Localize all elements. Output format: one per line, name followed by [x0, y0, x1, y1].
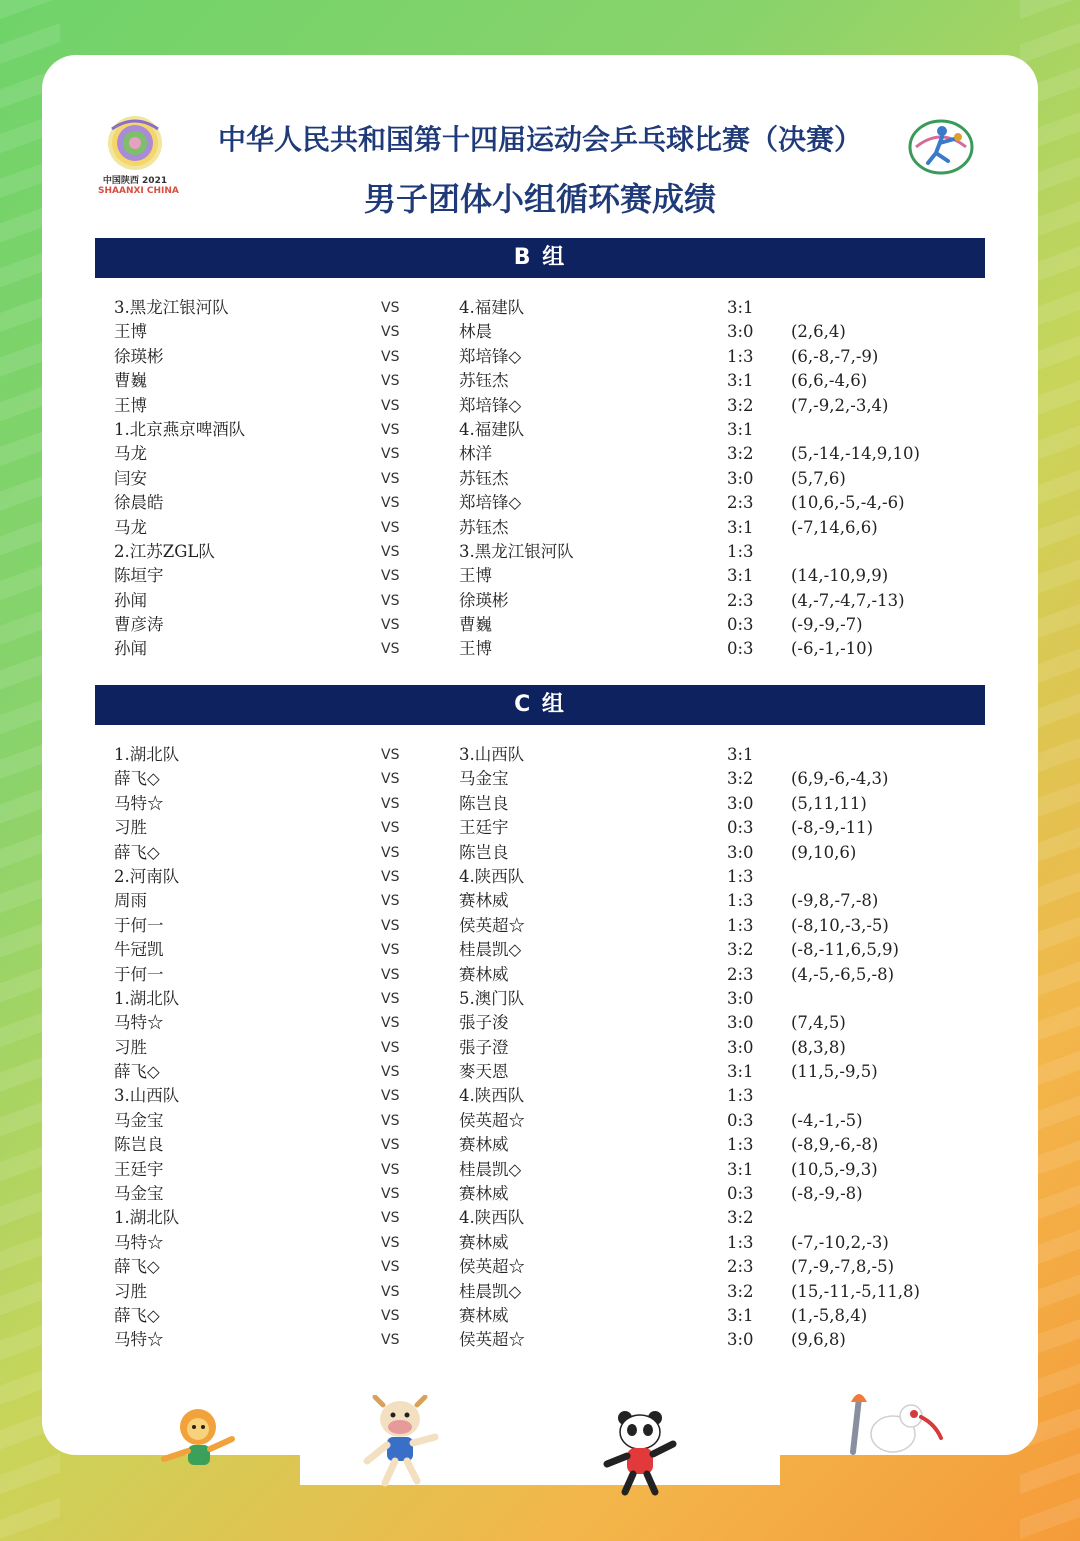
- result-row: [0, 1084, 1080, 1108]
- left-player: 薛飞◇: [114, 1257, 160, 1277]
- emblem-icon: [98, 115, 172, 173]
- result-row: [0, 1109, 1080, 1133]
- left-player: 薛飞◇: [114, 769, 160, 789]
- vs-label: VS: [381, 1112, 400, 1129]
- vs-label: VS: [381, 543, 400, 560]
- game-scores: (-8,-9,-8): [791, 1184, 863, 1204]
- vs-label: VS: [381, 1210, 400, 1227]
- result-row: [0, 1060, 1080, 1084]
- result-row: [0, 589, 1080, 613]
- result-row: [0, 743, 1080, 767]
- left-player: 徐晨皓: [114, 493, 164, 513]
- result-row: [0, 1304, 1080, 1328]
- left-player: 闫安: [114, 468, 147, 488]
- game-scores: (-7,14,6,6): [791, 517, 878, 537]
- right-player: 桂晨凯◇: [459, 1159, 522, 1179]
- match-score: 3:0: [727, 842, 754, 862]
- vs-label: VS: [381, 592, 400, 609]
- game-scores: (2,6,4): [791, 322, 846, 342]
- right-player: 侯英超☆: [459, 1257, 525, 1277]
- game-scores: (7,-9,2,-3,4): [791, 395, 889, 415]
- game-scores: (5,-14,-14,9,10): [791, 444, 920, 464]
- left-player: 马特☆: [114, 1232, 164, 1252]
- game-scores: (6,6,-4,6): [791, 371, 868, 391]
- group-c-results: [0, 743, 1080, 1353]
- right-player: 3.黑龙江银河队: [459, 541, 574, 561]
- game-scores: (4,-5,-6,5,-8): [791, 964, 895, 984]
- vs-label: VS: [381, 893, 400, 910]
- result-row: [0, 889, 1080, 913]
- match-score: 3:1: [727, 517, 754, 537]
- match-score: 1:3: [727, 1086, 754, 1106]
- right-player: 桂晨凯◇: [459, 1281, 522, 1301]
- match-score: 3:0: [727, 793, 754, 813]
- right-player: 侯英超☆: [459, 1110, 525, 1130]
- right-player: 苏钰杰: [459, 371, 509, 391]
- left-player: 习胜: [114, 818, 147, 838]
- vs-label: VS: [381, 917, 400, 934]
- match-score: 1:3: [727, 346, 754, 366]
- game-scores: (-9,-9,-7): [791, 615, 863, 635]
- right-player: 赛林威: [459, 891, 509, 911]
- match-score: 3:1: [727, 1305, 754, 1325]
- match-score: 2:3: [727, 964, 754, 984]
- right-player: 王廷宇: [459, 818, 509, 838]
- right-player: 曹巍: [459, 615, 492, 635]
- game-scores: (-4,-1,-5): [791, 1110, 863, 1130]
- result-row: [0, 1255, 1080, 1279]
- emblem-caption-cn: 中国陕西 2021: [102, 176, 168, 186]
- match-score: 3:2: [727, 1208, 754, 1228]
- match-score: 0:3: [727, 1110, 754, 1130]
- right-player: 5.澳门队: [459, 988, 525, 1008]
- result-row: [0, 540, 1080, 564]
- vs-label: VS: [381, 868, 400, 885]
- result-row: [0, 369, 1080, 393]
- right-player: 王博: [459, 566, 492, 586]
- result-row: [0, 767, 1080, 791]
- left-player: 王博: [114, 395, 147, 415]
- game-scores: (7,-9,-7,8,-5): [791, 1257, 895, 1277]
- match-score: 1:3: [727, 915, 754, 935]
- game-scores: (9,10,6): [791, 842, 857, 862]
- right-player: 侯英超☆: [459, 915, 525, 935]
- right-player: 苏钰杰: [459, 517, 509, 537]
- game-scores: (8,3,8): [791, 1037, 846, 1057]
- vs-label: VS: [381, 795, 400, 812]
- result-row: [0, 442, 1080, 466]
- vs-label: VS: [381, 617, 400, 634]
- vs-label: VS: [381, 942, 400, 959]
- vs-label: VS: [381, 1137, 400, 1154]
- group-b-header: B 组: [95, 238, 985, 278]
- left-player: 徐瑛彬: [114, 346, 164, 366]
- vs-label: VS: [381, 1307, 400, 1324]
- vs-label: VS: [381, 324, 400, 341]
- vs-label: VS: [381, 373, 400, 390]
- right-player: 林洋: [459, 444, 492, 464]
- result-row: [0, 637, 1080, 661]
- table-tennis-pictogram-logo: [906, 117, 976, 177]
- match-score: 1:3: [727, 1135, 754, 1155]
- match-score: 1:3: [727, 891, 754, 911]
- result-row: [0, 1011, 1080, 1035]
- vs-label: VS: [381, 990, 400, 1007]
- game-scores: (9,6,8): [791, 1330, 846, 1350]
- right-player: 桂晨凯◇: [459, 940, 522, 960]
- group-b-results: [0, 296, 1080, 662]
- vs-label: VS: [381, 1088, 400, 1105]
- match-score: 3:2: [727, 395, 754, 415]
- left-player: 周雨: [114, 891, 147, 911]
- left-player: 马特☆: [114, 1013, 164, 1033]
- vs-label: VS: [381, 1064, 400, 1081]
- game-scores: (-8,-9,-11): [791, 818, 874, 838]
- match-score: 3:1: [727, 419, 754, 439]
- result-row: [0, 394, 1080, 418]
- match-score: 3:1: [727, 1062, 754, 1082]
- result-row: [0, 987, 1080, 1011]
- left-player: 孙闻: [114, 590, 147, 610]
- table-tennis-player-icon: [906, 117, 976, 177]
- result-row: [0, 345, 1080, 369]
- result-row: [0, 1036, 1080, 1060]
- game-scores: (-9,8,-7,-8): [791, 891, 879, 911]
- match-score: 3:1: [727, 371, 754, 391]
- game-scores: (-8,10,-3,-5): [791, 915, 889, 935]
- match-score: 3:1: [727, 745, 754, 764]
- game-scores: (4,-7,-4,7,-13): [791, 590, 905, 610]
- match-score: 0:3: [727, 818, 754, 838]
- match-score: 3:0: [727, 322, 754, 342]
- left-player: 习胜: [114, 1281, 147, 1301]
- right-player: 郑培锋◇: [459, 395, 522, 415]
- mascot-ibis-icon: [835, 1390, 945, 1465]
- result-row: [0, 963, 1080, 987]
- right-player: 赛林威: [459, 1232, 509, 1252]
- match-score: 3:2: [727, 1281, 754, 1301]
- page-title: 中华人民共和国第十四届运动会乒乓球比赛（决赛）: [217, 123, 862, 156]
- vs-label: VS: [381, 1259, 400, 1276]
- vs-label: VS: [381, 1039, 400, 1056]
- left-player: 马金宝: [114, 1184, 164, 1204]
- vs-label: VS: [381, 1332, 400, 1349]
- page-subtitle: 男子团体小组循环赛成绩: [363, 180, 716, 218]
- games-emblem-logo: [98, 115, 179, 196]
- left-player: 王廷宇: [114, 1159, 164, 1179]
- left-player: 1.湖北队: [114, 1208, 180, 1228]
- result-row: [0, 1182, 1080, 1206]
- result-row: [0, 1206, 1080, 1230]
- left-player: 孙闻: [114, 639, 147, 659]
- vs-label: VS: [381, 446, 400, 463]
- result-row: [0, 491, 1080, 515]
- right-player: 4.陕西队: [459, 1086, 525, 1106]
- game-scores: (6,9,-6,-4,3): [791, 769, 889, 789]
- vs-label: VS: [381, 1234, 400, 1251]
- left-player: 马龙: [114, 444, 147, 464]
- right-player: 郑培锋◇: [459, 346, 522, 366]
- vs-label: VS: [381, 641, 400, 658]
- match-score: 2:3: [727, 590, 754, 610]
- mascot-strip: [0, 1390, 1080, 1500]
- match-score: 3:1: [727, 566, 754, 586]
- result-row: [0, 1231, 1080, 1255]
- match-score: 3:0: [727, 988, 754, 1008]
- left-player: 1.湖北队: [114, 745, 180, 764]
- right-player: 赛林威: [459, 1135, 509, 1155]
- right-player: 3.山西队: [459, 745, 525, 764]
- right-player: 郑培锋◇: [459, 493, 522, 513]
- game-scores: (10,6,-5,-4,-6): [791, 493, 905, 513]
- match-score: 3:0: [727, 1013, 754, 1033]
- match-score: 0:3: [727, 615, 754, 635]
- game-scores: (7,4,5): [791, 1013, 846, 1033]
- left-player: 2.河南队: [114, 866, 180, 886]
- right-player: 赛林威: [459, 1184, 509, 1204]
- result-row: [0, 467, 1080, 491]
- match-score: 0:3: [727, 639, 754, 659]
- vs-label: VS: [381, 348, 400, 365]
- match-score: 3:2: [727, 444, 754, 464]
- left-player: 薛飞◇: [114, 1062, 160, 1082]
- match-score: 1:3: [727, 866, 754, 886]
- left-player: 1.湖北队: [114, 988, 180, 1008]
- vs-label: VS: [381, 1186, 400, 1203]
- result-row: [0, 564, 1080, 588]
- game-scores: (11,5,-9,5): [791, 1062, 878, 1082]
- match-score: 0:3: [727, 1184, 754, 1204]
- match-score: 2:3: [727, 1257, 754, 1277]
- emblem-caption-en: SHAANXI CHINA: [98, 186, 179, 196]
- left-player: 于何一: [114, 915, 164, 935]
- vs-label: VS: [381, 519, 400, 536]
- right-player: 徐瑛彬: [459, 590, 509, 610]
- vs-label: VS: [381, 568, 400, 585]
- right-player: 侯英超☆: [459, 1330, 525, 1350]
- vs-label: VS: [381, 966, 400, 983]
- right-player: 張子澄: [459, 1037, 509, 1057]
- right-player: 陈岂良: [459, 842, 509, 862]
- result-row: [0, 613, 1080, 637]
- game-scores: (-7,-10,2,-3): [791, 1232, 889, 1252]
- game-scores: (14,-10,9,9): [791, 566, 889, 586]
- left-player: 3.黑龙江银河队: [114, 298, 229, 317]
- left-player: 陈岂良: [114, 1135, 164, 1155]
- match-score: 3:0: [727, 1037, 754, 1057]
- vs-label: VS: [381, 820, 400, 837]
- group-c-header: C 组: [95, 685, 985, 725]
- left-player: 陈垣宇: [114, 566, 164, 586]
- result-row: [0, 816, 1080, 840]
- vs-label: VS: [381, 397, 400, 414]
- vs-label: VS: [381, 1161, 400, 1178]
- left-player: 3.山西队: [114, 1086, 180, 1106]
- game-scores: (5,11,11): [791, 793, 867, 813]
- match-score: 3:2: [727, 940, 754, 960]
- right-player: 王博: [459, 639, 492, 659]
- left-player: 习胜: [114, 1037, 147, 1057]
- match-score: 3:2: [727, 769, 754, 789]
- left-player: 牛冠凯: [114, 940, 164, 960]
- left-player: 马特☆: [114, 1330, 164, 1350]
- vs-label: VS: [381, 747, 400, 763]
- result-row: [0, 1328, 1080, 1352]
- match-score: 3:1: [727, 298, 754, 317]
- result-row: [0, 865, 1080, 889]
- match-score: 1:3: [727, 541, 754, 561]
- vs-label: VS: [381, 771, 400, 788]
- left-player: 2.江苏ZGL队: [114, 541, 215, 561]
- result-row: [0, 1158, 1080, 1182]
- left-player: 曹巍: [114, 371, 147, 391]
- left-player: 曹彦涛: [114, 615, 164, 635]
- right-player: 麥天恩: [459, 1062, 509, 1082]
- right-player: 赛林威: [459, 1305, 509, 1325]
- left-player: 马金宝: [114, 1110, 164, 1130]
- result-row: [0, 1133, 1080, 1157]
- left-player: 薛飞◇: [114, 1305, 160, 1325]
- match-score: 2:3: [727, 493, 754, 513]
- game-scores: (1,-5,8,4): [791, 1305, 868, 1325]
- result-row: [0, 1280, 1080, 1304]
- match-score: 3:0: [727, 1330, 754, 1350]
- result-row: [0, 320, 1080, 344]
- result-row: [0, 296, 1080, 320]
- game-scores: (-8,-11,6,5,9): [791, 940, 899, 960]
- game-scores: (10,5,-9,3): [791, 1159, 878, 1179]
- mascot-panda-icon: [595, 1408, 685, 1498]
- vs-label: VS: [381, 1015, 400, 1032]
- mascot-lion-icon: [150, 1405, 250, 1475]
- right-player: 林晨: [459, 322, 492, 342]
- right-player: 張子浚: [459, 1013, 509, 1033]
- right-player: 4.福建队: [459, 419, 525, 439]
- right-player: 陈岂良: [459, 793, 509, 813]
- match-score: 3:1: [727, 1159, 754, 1179]
- right-player: 4.陕西队: [459, 866, 525, 886]
- vs-label: VS: [381, 844, 400, 861]
- left-player: 薛飞◇: [114, 842, 160, 862]
- game-scores: (6,-8,-7,-9): [791, 346, 879, 366]
- emblem-caption: [98, 173, 179, 196]
- game-scores: (-6,-1,-10): [791, 639, 874, 659]
- left-player: 1.北京燕京啤酒队: [114, 419, 246, 439]
- game-scores: (-8,9,-6,-8): [791, 1135, 879, 1155]
- result-row: [0, 516, 1080, 540]
- match-score: 1:3: [727, 1232, 754, 1252]
- right-player: 赛林威: [459, 964, 509, 984]
- mascot-ox-icon: [355, 1395, 455, 1490]
- left-player: 王博: [114, 322, 147, 342]
- result-row: [0, 792, 1080, 816]
- right-player: 4.福建队: [459, 298, 525, 317]
- left-player: 马龙: [114, 517, 147, 537]
- game-scores: (15,-11,-5,11,8): [791, 1281, 920, 1301]
- vs-label: VS: [381, 495, 400, 512]
- right-player: 苏钰杰: [459, 468, 509, 488]
- left-player: 马特☆: [114, 793, 164, 813]
- vs-label: VS: [381, 1283, 400, 1300]
- right-player: 4.陕西队: [459, 1208, 525, 1228]
- vs-label: VS: [381, 421, 400, 438]
- vs-label: VS: [381, 470, 400, 487]
- result-row: [0, 841, 1080, 865]
- right-player: 马金宝: [459, 769, 509, 789]
- vs-label: VS: [381, 300, 400, 316]
- result-row: [0, 418, 1080, 442]
- result-row: [0, 914, 1080, 938]
- left-player: 于何一: [114, 964, 164, 984]
- match-score: 3:0: [727, 468, 754, 488]
- result-row: [0, 938, 1080, 962]
- game-scores: (5,7,6): [791, 468, 846, 488]
